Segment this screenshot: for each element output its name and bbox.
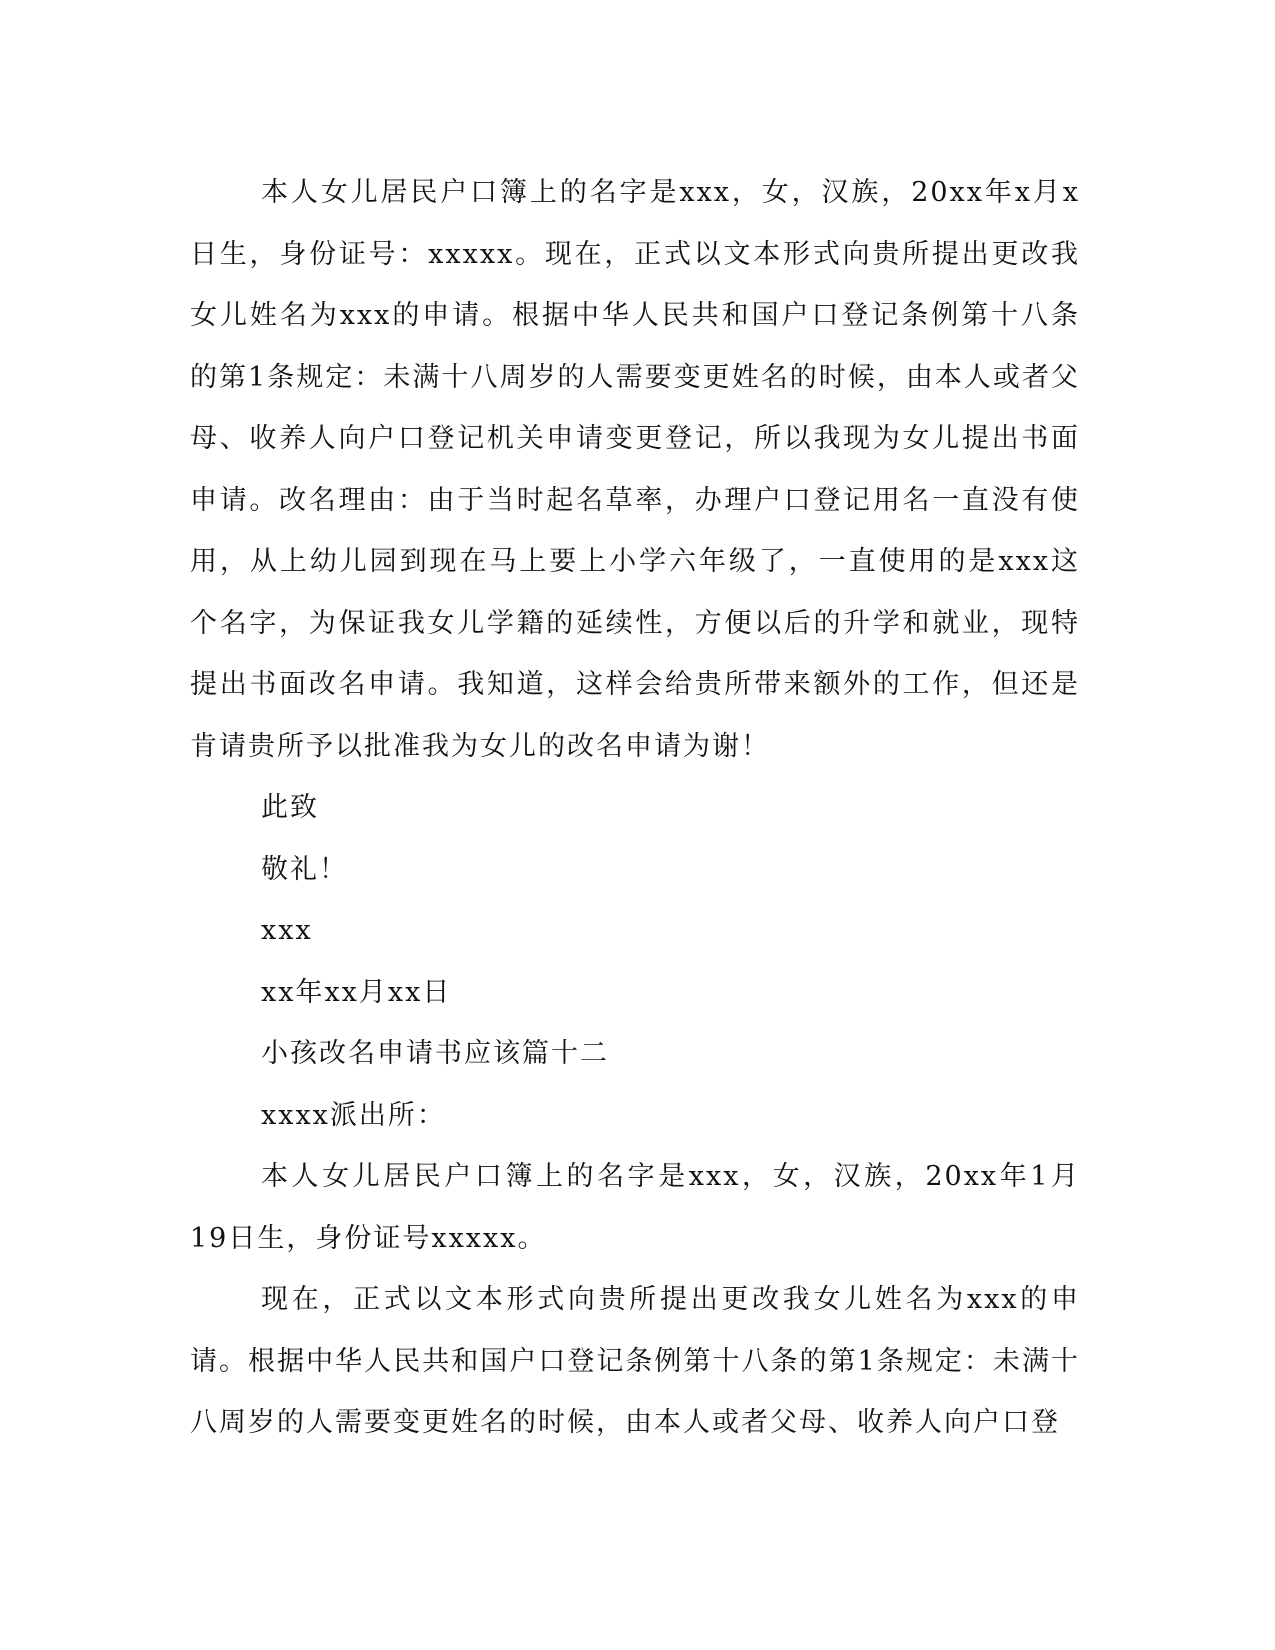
addressee: xxxx派出所： bbox=[261, 1099, 446, 1131]
signature: xxx bbox=[261, 915, 313, 946]
closing-regards: 敬礼！ bbox=[261, 853, 348, 885]
document-body bbox=[190, 162, 1080, 1454]
closing-salutation: 此致 bbox=[261, 792, 319, 823]
date-line: xx年xx月xx日 bbox=[261, 976, 452, 1008]
section-title: 小孩改名申请书应该篇十二 bbox=[261, 1038, 609, 1069]
body-paragraph-3: 现在，正式以文本形式向贵所提出更改我女儿姓名为xxx的申请。根据中华人民共和国户口登记条例第十八条的第1条规定：未满十八周岁的人需要变更姓名的时候，由本人或者父母、收养人向户口登 bbox=[190, 1284, 1080, 1438]
body-paragraph-1: 本人女儿居民户口簿上的名字是xxx，女，汉族，20xx年x月x日生，身份证号：xxxxx。现在，正式以文本形式向贵所提出更改我女儿姓名为xxx的申请。根据中华人民共和国户口登记条例第十八条的第1条规定：未满十八周岁的人需要变更姓名的时候，由本人或者父母、收养人向户口登记机关申请变更登记，所以我现为女儿提出书面申请。改名理由：由于当时起名草率，办理户口登记用名一直没有使用，从上幼儿园到现在马上要上小学六年级了，一直使用的是xxx这个名字，为保证我女儿学籍的延续性，方便以后的升学和就业，现特提出书面改名申请。我知道，这样会给贵所带来额外的工作，但还是肯请贵所予以批准我为女儿的改名申请为谢！ bbox=[190, 177, 1080, 762]
body-paragraph-2: 本人女儿居民户口簿上的名字是xxx，女，汉族，20xx年1月19日生，身份证号xxxxx。 bbox=[190, 1161, 1080, 1254]
